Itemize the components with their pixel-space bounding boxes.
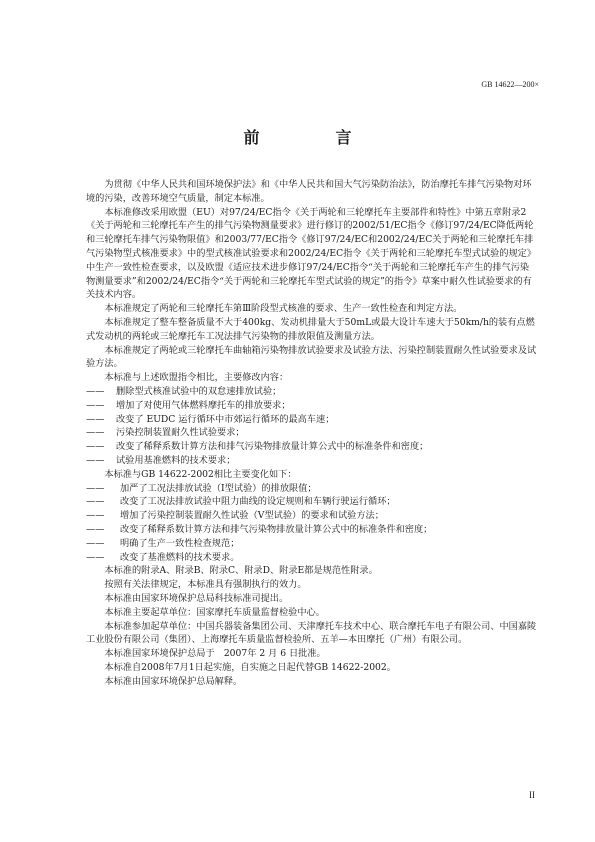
paragraph: 本标准参加起草单位：中国兵器装备集团公司、天津摩托车技术中心、联合摩托车电子有限公司、中国嘉陵工业股份有限公司（集团）、上海摩托车质量监督检验所、五羊—本田摩托（广州）有限公司。 <box>86 620 537 646</box>
standard-code: GB 14622—200× <box>481 80 539 89</box>
list-item <box>86 454 538 468</box>
list-item <box>86 413 538 427</box>
paragraph: 本标准规定了两轮和三轮摩托车第Ⅲ阶段型式核准的要求、生产一致性检查和判定方法。 <box>104 303 463 315</box>
document-body <box>86 178 538 688</box>
page-number: II <box>529 790 535 800</box>
dash-marker: —— <box>86 551 105 563</box>
list-item-text: 改变了基准燃料的技术要求。 <box>120 551 240 563</box>
paragraph: 按照有关法律规定，本标准具有强制执行的效力。 <box>104 579 307 591</box>
dash-marker: —— <box>86 510 105 522</box>
paragraph: 本标准的附录A、附录B、附录C、附录D、附录E都是规范性附录。 <box>104 565 378 577</box>
dash-marker: —— <box>86 523 105 535</box>
list-item <box>86 426 538 440</box>
dash-marker: —— <box>86 385 105 397</box>
paragraph: 本标准规定了整车整备质量不大于400kg、发动机排量大于50mL或最大设计车速大于50km/h的装有点燃式发动机的两轮或三轮摩托车工况法排气污染物的排放限值及测量方法。 <box>86 316 535 342</box>
list-item-text: 删除型式核准试验中的双怠速排放试验； <box>116 385 282 397</box>
paragraph: 为贯彻《中华人民共和国环境保护法》和《中华人民共和国大气污染防治法》，防治摩托车排气污染物对环境的污染，改善环境空气质量，制定本标准。 <box>86 179 532 204</box>
dash-marker: —— <box>86 496 105 508</box>
paragraph: 本标准修改采用欧盟（EU）对97/24/EC指令《关于两轮和三轮摩托车主要部件和特性》中第五章附录2《关于两轮和三轮摩托车产生的排气污染物测量要求》进行修订的2002/51/EC指令《修订97/24/EC降低两轮和三轮摩托车排气污染物限值》和2003/77/EC指令《修订97/24/EC和2002/24/EC关于两轮和三轮摩托车排气污染物型式核准要求》中的型式核准试验要求和2002/24/EC指令《关于两轮和三轮摩托车型式试验的规定》中生产一致性检查要求，以及欧盟《适应技术进步修订97/24/EC指令“关于两轮和三轮摩托车产生的排气污染物测量要求”和2002/24/EC指令“关于两轮和三轮摩托车型式试验的规定”的指令》草案中耐久性试验要求的有关技术内容。 <box>86 206 537 301</box>
list-item-text: 改变了工况法排放试验中阻力曲线的设定规则和车辆行驶运行循环； <box>120 496 396 508</box>
list-item <box>86 523 538 537</box>
list-item-text: 污染控制装置耐久性试验要求； <box>116 427 245 439</box>
list-item-text: 增加了污染控制装置耐久性试验（Ⅴ型试验）的要求和试验方法； <box>120 510 384 522</box>
list-item-text: 增加了对使用气体燃料摩托车的排放要求； <box>116 399 291 411</box>
dash-marker: —— <box>86 427 105 439</box>
list-item <box>86 440 538 454</box>
paragraph: 本标准主要起草单位：国家摩托车质量监督检验中心。 <box>104 606 325 618</box>
list-item-text: 明确了生产一致性检查规范； <box>120 537 240 549</box>
list-item <box>86 537 538 551</box>
gb-diff-intro: 本标准与GB 14622-2002相比主要变化如下： <box>104 468 297 480</box>
list-item-text: 改变了稀释系数计算方法和排气污染物排放量计算公式中的标准条件和密度； <box>120 523 433 535</box>
dash-marker: —— <box>86 413 105 425</box>
list-item-text: 改变了稀释系数计算方法和排气污染物排放量计算公式中的标准条件和密度； <box>116 441 429 453</box>
dash-marker: —— <box>86 482 105 494</box>
paragraph: 本标准由国家环境保护总局解释。 <box>104 675 243 687</box>
list-item <box>86 551 538 565</box>
dash-marker: —— <box>86 537 105 549</box>
list-item-text: 改变了 EUDC 运行循环中市郊运行循环的最高车速； <box>116 413 335 425</box>
paragraph: 本标准国家环境保护总局于 2007年 2 月 6 日批准。 <box>104 648 326 660</box>
list-item <box>86 385 538 399</box>
list-item-text: 试验用基准燃料的技术要求； <box>116 454 236 466</box>
page-title: 前 言 <box>243 128 382 147</box>
list-item <box>86 495 538 509</box>
dash-marker: —— <box>86 454 105 466</box>
eu-diff-intro: 本标准与上述欧盟指令相比，主要修改内容： <box>104 372 289 384</box>
paragraph: 本标准规定了两轮或三轮摩托车曲轴箱污染物排放试验要求及试验方法、污染控制装置耐久性试验要求及试验方法。 <box>86 344 537 370</box>
list-item <box>86 482 538 496</box>
list-item-text: 加严了工况法排放试验（Ⅰ型试验）的排放限值； <box>120 482 317 494</box>
paragraph: 本标准由国家环境保护总局科技标准司提出。 <box>104 592 289 604</box>
list-item <box>86 399 538 413</box>
dash-marker: —— <box>86 399 105 411</box>
list-item <box>86 509 538 523</box>
dash-marker: —— <box>86 441 105 453</box>
paragraph: 本标准自2008年7月1日起实施，自实施之日起代替GB 14622-2002。 <box>104 661 396 673</box>
